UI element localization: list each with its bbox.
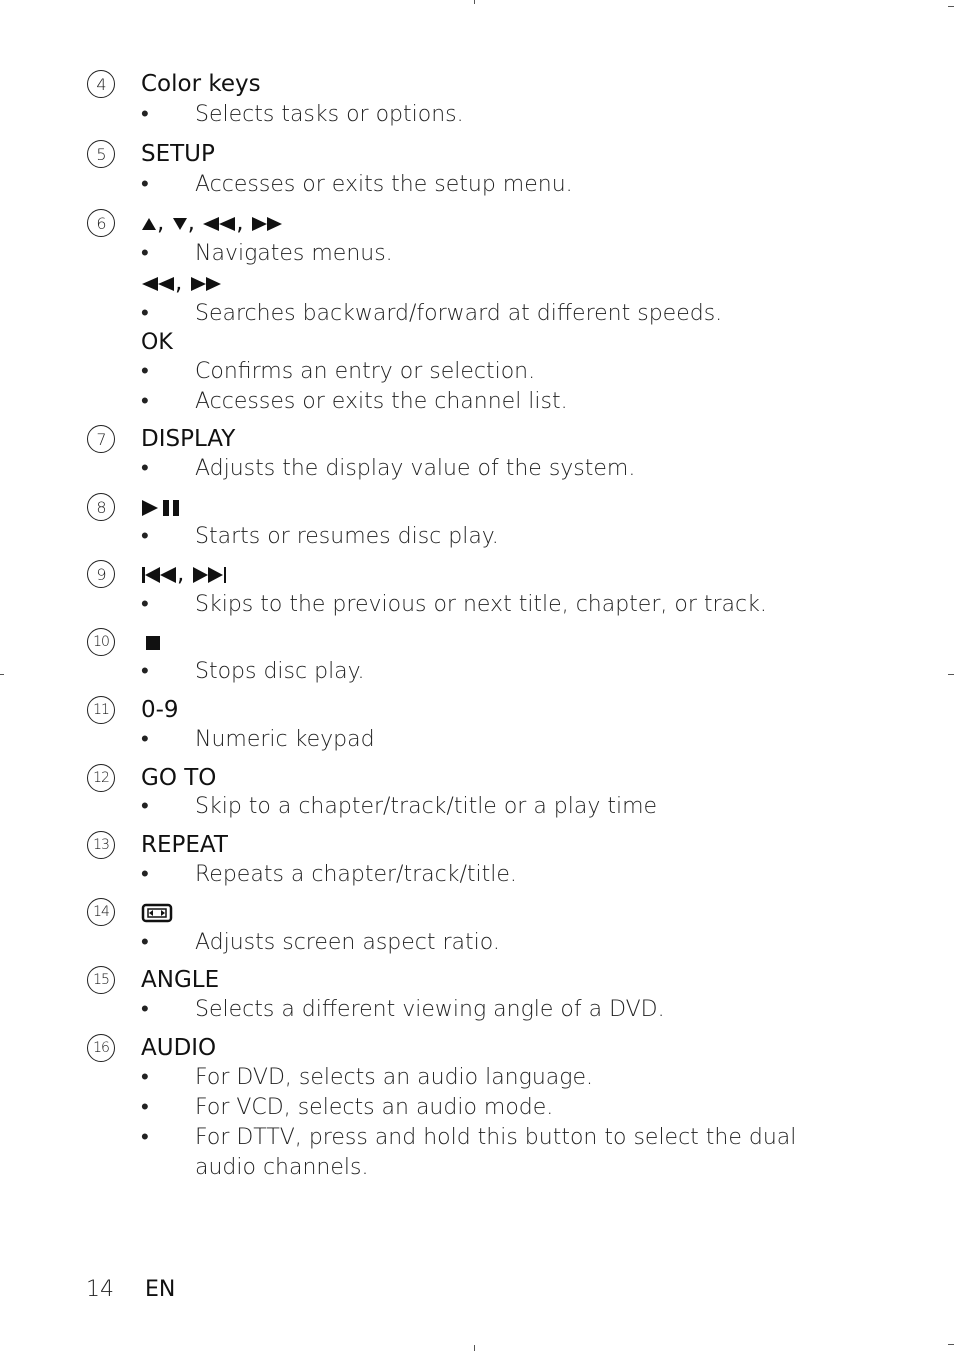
item-heading-icons — [141, 210, 283, 236]
bullet-text: Searches backward/forward at different speeds. — [195, 301, 723, 326]
item-heading-icons — [141, 629, 163, 655]
rewind-icon — [141, 276, 175, 292]
item-number: 10 — [87, 628, 115, 656]
bullet-text: Selects a different viewing angle of a DVD. — [195, 997, 665, 1022]
bullet-dot: • — [141, 997, 149, 1022]
item-heading: REPEAT — [141, 832, 228, 858]
bullet-text: Selects tasks or options. — [195, 102, 464, 127]
item-number: 13 — [87, 831, 115, 859]
item-number: 15 — [87, 966, 115, 994]
bullet-dot: • — [141, 1125, 149, 1150]
bullet-dot: • — [141, 301, 149, 326]
item-number: 14 — [87, 898, 115, 926]
bullet-text: Repeats a chapter/track/title. — [195, 862, 517, 887]
item-heading: AUDIO — [141, 1035, 217, 1061]
item-heading: Color keys — [141, 71, 261, 97]
bullet-dot: • — [141, 1095, 149, 1120]
item-number: 9 — [87, 560, 115, 588]
item-heading: ANGLE — [141, 967, 220, 993]
bullet-dot: • — [141, 592, 149, 617]
bullet-dot: • — [141, 102, 149, 127]
bullet-dot: • — [141, 862, 149, 887]
item-heading-icons — [141, 899, 173, 925]
rewind-icon — [202, 216, 236, 232]
item-number: 5 — [87, 140, 115, 168]
bullet-text: Navigates menus. — [195, 241, 393, 266]
up-triangle-icon — [141, 216, 157, 232]
crop-mark — [0, 674, 4, 675]
item-heading: GO TO — [141, 765, 217, 791]
bullet-text: For DTTV, press and hold this button to select the dual audio channels. — [195, 1125, 797, 1180]
bullet-text: Stops disc play. — [195, 659, 365, 684]
fast-forward-icon — [190, 276, 222, 292]
subheading-search-icons — [141, 270, 222, 296]
bullet-dot: • — [141, 727, 149, 752]
bullet-dot: • — [141, 389, 149, 414]
bullet-text: Skip to a chapter/track/title or a play time — [195, 794, 658, 819]
item-heading: SETUP — [141, 141, 215, 167]
bullet-text: Accesses or exits the setup menu. — [195, 172, 573, 197]
bullet-dot: • — [141, 456, 149, 481]
crop-mark — [948, 1344, 954, 1345]
bullet-dot: • — [141, 659, 149, 684]
aspect-ratio-icon — [141, 903, 173, 923]
separator: , — [157, 210, 165, 236]
down-triangle-icon — [172, 216, 188, 232]
separator: , — [177, 561, 185, 587]
bullet-text: For VCD, selects an audio mode. — [195, 1095, 554, 1120]
separator: , — [236, 210, 244, 236]
language-label: EN — [145, 1277, 176, 1302]
item-number: 16 — [87, 1034, 115, 1062]
bullet-dot: • — [141, 930, 149, 955]
bullet-text: Adjusts screen aspect ratio. — [195, 930, 500, 955]
play-pause-icon — [141, 499, 183, 517]
fast-forward-icon — [251, 216, 283, 232]
stop-icon — [141, 634, 163, 652]
crop-mark — [948, 674, 954, 675]
item-number: 8 — [87, 493, 115, 521]
bullet-text: Skips to the previous or next title, chapter, or track. — [195, 592, 767, 617]
item-number: 6 — [87, 209, 115, 237]
bullet-text: Confirms an entry or selection. — [195, 359, 536, 384]
crop-mark — [948, 6, 954, 7]
bullet-text: For DVD, selects an audio language. — [195, 1065, 593, 1090]
bullet-text: Starts or resumes disc play. — [195, 524, 499, 549]
bullet-text: Adjusts the display value of the system. — [195, 456, 636, 481]
item-heading: 0-9 — [141, 697, 179, 723]
bullet-dot: • — [141, 241, 149, 266]
bullet-text: Accesses or exits the channel list. — [195, 389, 568, 414]
item-number: 7 — [87, 425, 115, 453]
crop-mark — [474, 0, 475, 4]
item-number: 12 — [87, 764, 115, 792]
item-number: 4 — [87, 70, 115, 98]
item-number: 11 — [87, 696, 115, 724]
separator: , — [175, 270, 183, 296]
previous-track-icon — [141, 566, 177, 584]
separator: , — [187, 210, 195, 236]
item-heading: DISPLAY — [141, 426, 236, 452]
bullet-text: Numeric keypad — [195, 727, 375, 752]
bullet-dot: • — [141, 359, 149, 384]
crop-mark — [474, 1345, 475, 1351]
bullet-dot: • — [141, 524, 149, 549]
bullet-dot: • — [141, 172, 149, 197]
bullet-dot: • — [141, 794, 149, 819]
item-heading-icons — [141, 561, 228, 587]
next-track-icon — [192, 566, 228, 584]
item-heading-icons — [141, 494, 183, 520]
subheading-ok: OK — [141, 330, 173, 355]
bullet-dot: • — [141, 1065, 149, 1090]
page-number: 14 — [86, 1277, 114, 1302]
